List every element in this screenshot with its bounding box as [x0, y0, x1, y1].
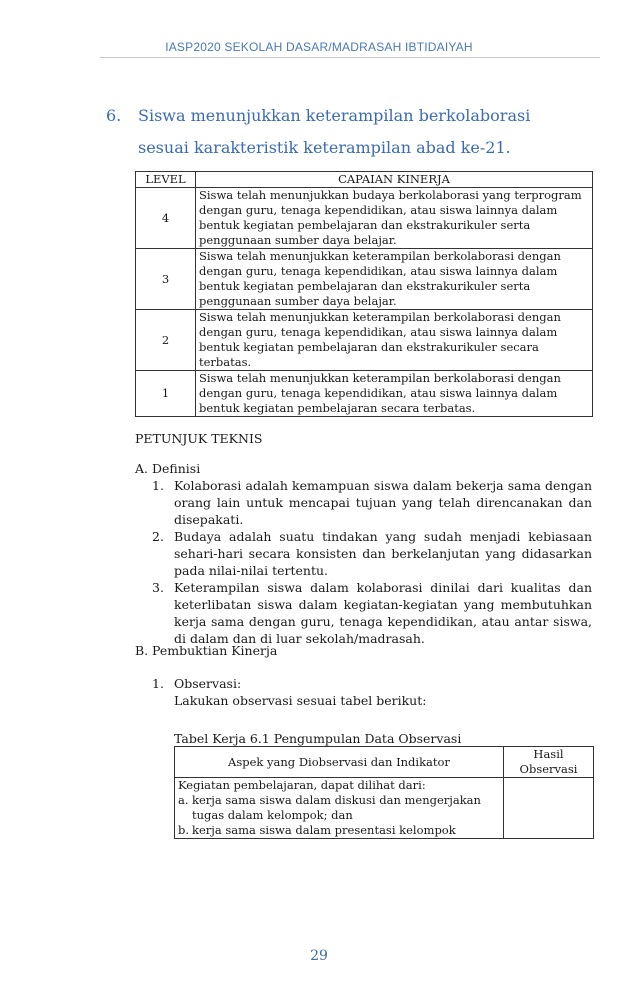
definisi-list	[152, 477, 592, 647]
list-item-marker: 3.	[152, 580, 164, 595]
list-item-marker: 2.	[152, 529, 164, 544]
list-item	[178, 793, 500, 823]
hasil-column-header: Hasil Observasi	[504, 747, 594, 778]
level-cell: 1	[136, 371, 196, 417]
list-item-text: Keterampilan siswa dalam kolaborasi dinilai dari kualitas dan keterlibatan siswa dalam kegiatan-kegiatan yang membutuhkan kerja sama dengan guru, tenaga kependidikan, atau antar siswa, di dalam dan di luar sekolah/madrasah.	[174, 580, 592, 646]
observasi-title: Observasi:	[174, 676, 242, 691]
page-number: 29	[310, 948, 328, 964]
level-cell: 2	[136, 310, 196, 371]
capaian-cell: Siswa telah menunjukkan keterampilan berkolaborasi dengan dengan guru, tenaga kependidikan, atau siswa lainnya dalam bentuk kegiatan pembelajaran secara terbatas.	[196, 371, 593, 417]
list-item	[178, 823, 500, 838]
list-item-text: kerja sama siswa dalam presentasi kelompok	[192, 823, 456, 837]
level-table-header-row	[136, 172, 593, 188]
capaian-cell: Siswa telah menunjukkan keterampilan berkolaborasi dengan dengan guru, tenaga kependidikan, atau siswa lainnya dalam bentuk kegiatan pembelajaran dan ekstrakurikuler secara terbatas.	[196, 310, 593, 371]
list-item-marker: b.	[178, 823, 190, 837]
table-row	[175, 778, 594, 839]
section-number: 6.	[106, 106, 122, 125]
list-item-text: Budaya adalah suatu tindakan yang sudah menjadi kebiasaan sehari-hari secara konsisten dan berkelanjutan yang didasarkan pada nilai-nilai tertentu.	[174, 529, 592, 578]
aspek-intro: Kegiatan pembelajaran, dapat dilihat dari:	[178, 778, 426, 792]
list-item-marker: a.	[178, 793, 189, 807]
level-cell: 4	[136, 188, 196, 249]
level-table	[135, 171, 593, 417]
capaian-cell: Siswa telah menunjukkan keterampilan berkolaborasi dengan dengan guru, tenaga kependidikan, atau siswa lainnya dalam bentuk kegiatan pembelajaran dan ekstrakurikuler serta penggunaan sumber daya belajar.	[196, 249, 593, 310]
pembuktian-title: Pembuktian Kinerja	[152, 643, 278, 658]
level-cell: 3	[136, 249, 196, 310]
level-column-header: LEVEL	[136, 172, 196, 188]
list-item-marker: 1.	[152, 478, 164, 493]
definisi-marker: A.	[135, 461, 149, 476]
aspek-column-header: Aspek yang Diobservasi dan Indikator	[175, 747, 504, 778]
header-divider	[100, 57, 600, 58]
list-item	[152, 528, 592, 579]
observasi-table-header-row	[175, 747, 594, 778]
capaian-column-header: CAPAIAN KINERJA	[196, 172, 593, 188]
list-item-text: Kolaborasi adalah kemampuan siswa dalam bekerja sama dengan orang lain untuk mencapai tujuan yang telah direncanakan dan disepakati.	[174, 478, 592, 527]
observasi-instruction: Lakukan observasi sesuai tabel berikut:	[174, 693, 427, 708]
table-row	[136, 188, 593, 249]
list-item	[152, 579, 592, 647]
observasi-table-caption: Tabel Kerja 6.1 Pengumpulan Data Observasi	[174, 731, 462, 746]
table-row	[136, 371, 593, 417]
table-row	[136, 310, 593, 371]
observasi-marker: 1.	[152, 676, 164, 691]
pembuktian-marker: B.	[135, 643, 149, 658]
aspek-cell	[175, 778, 504, 839]
running-header: IASP2020 SEKOLAH DASAR/MADRASAH IBTIDAIYAH	[165, 40, 473, 54]
capaian-cell: Siswa telah menunjukkan budaya berkolaborasi yang terprogram dengan guru, tenaga kependidikan, atau siswa lainnya dalam bentuk kegiatan pembelajaran dan ekstrakurikuler serta penggunaan sumber daya belajar.	[196, 188, 593, 249]
petunjuk-heading: PETUNJUK TEKNIS	[135, 431, 263, 446]
section-title: Siswa menunjukkan keterampilan berkolaborasi sesuai karakteristik keterampilan abad ke-21.	[138, 106, 531, 157]
list-item	[152, 477, 592, 528]
hasil-cell[interactable]	[504, 778, 594, 839]
observasi-table	[174, 746, 594, 839]
table-row	[136, 249, 593, 310]
list-item-text: kerja sama siswa dalam diskusi dan mengerjakan tugas dalam kelompok; dan	[192, 793, 481, 822]
definisi-title: Definisi	[152, 461, 201, 476]
